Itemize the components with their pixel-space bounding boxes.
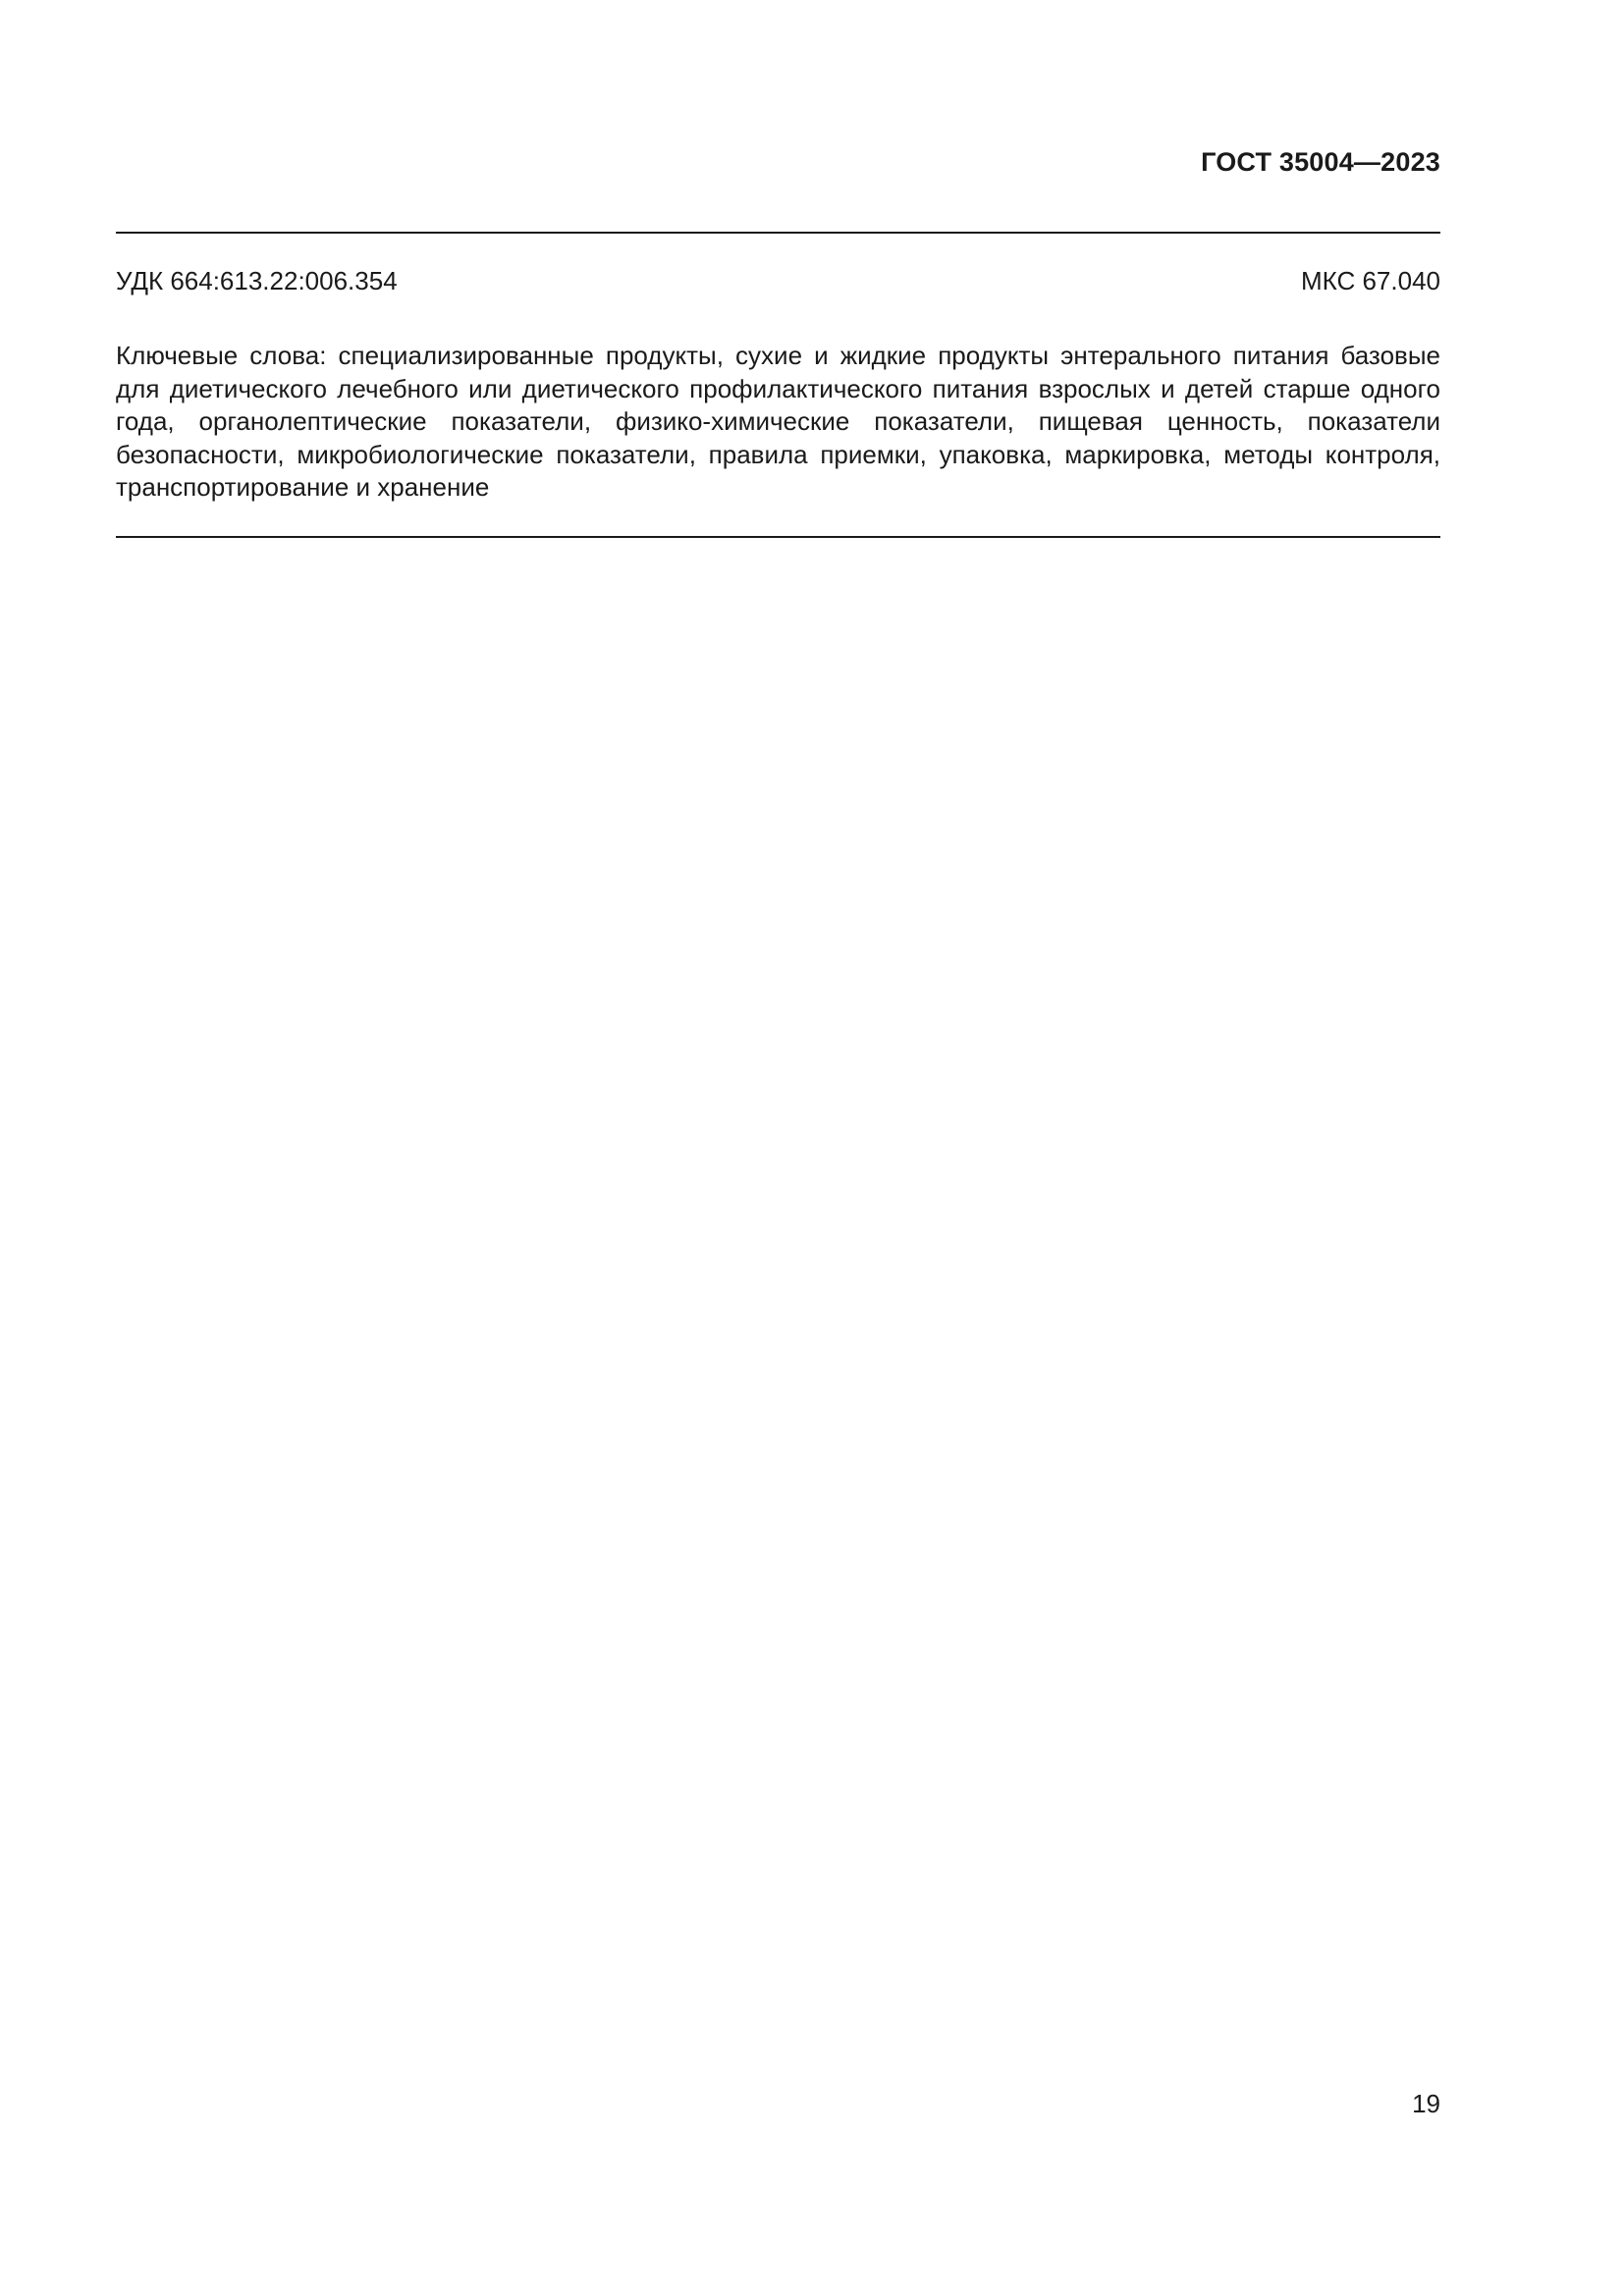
udk-code: УДК 664:613.22:006.354 bbox=[116, 266, 398, 295]
page-number: 19 bbox=[1412, 2089, 1440, 2118]
top-divider bbox=[116, 232, 1440, 234]
mks-code: МКС 67.040 bbox=[1300, 266, 1440, 295]
standard-code: ГОСТ 35004—2023 bbox=[1201, 147, 1440, 177]
classification-row bbox=[116, 266, 1440, 296]
bottom-divider bbox=[116, 536, 1440, 538]
keywords-paragraph: Ключевые слова: специализированные продукты, сухие и жидкие продукты энтерального питания базовые для диетического лечебного или диетического профилактического питания взрослых и детей старше одного года, органолептические показатели, физико-химические показатели, пищевая ценность, показатели безопасности, микробиологические показатели, правила приемки, упаковка, маркировка, методы контроля, транспортирование и хранение bbox=[116, 341, 1440, 503]
